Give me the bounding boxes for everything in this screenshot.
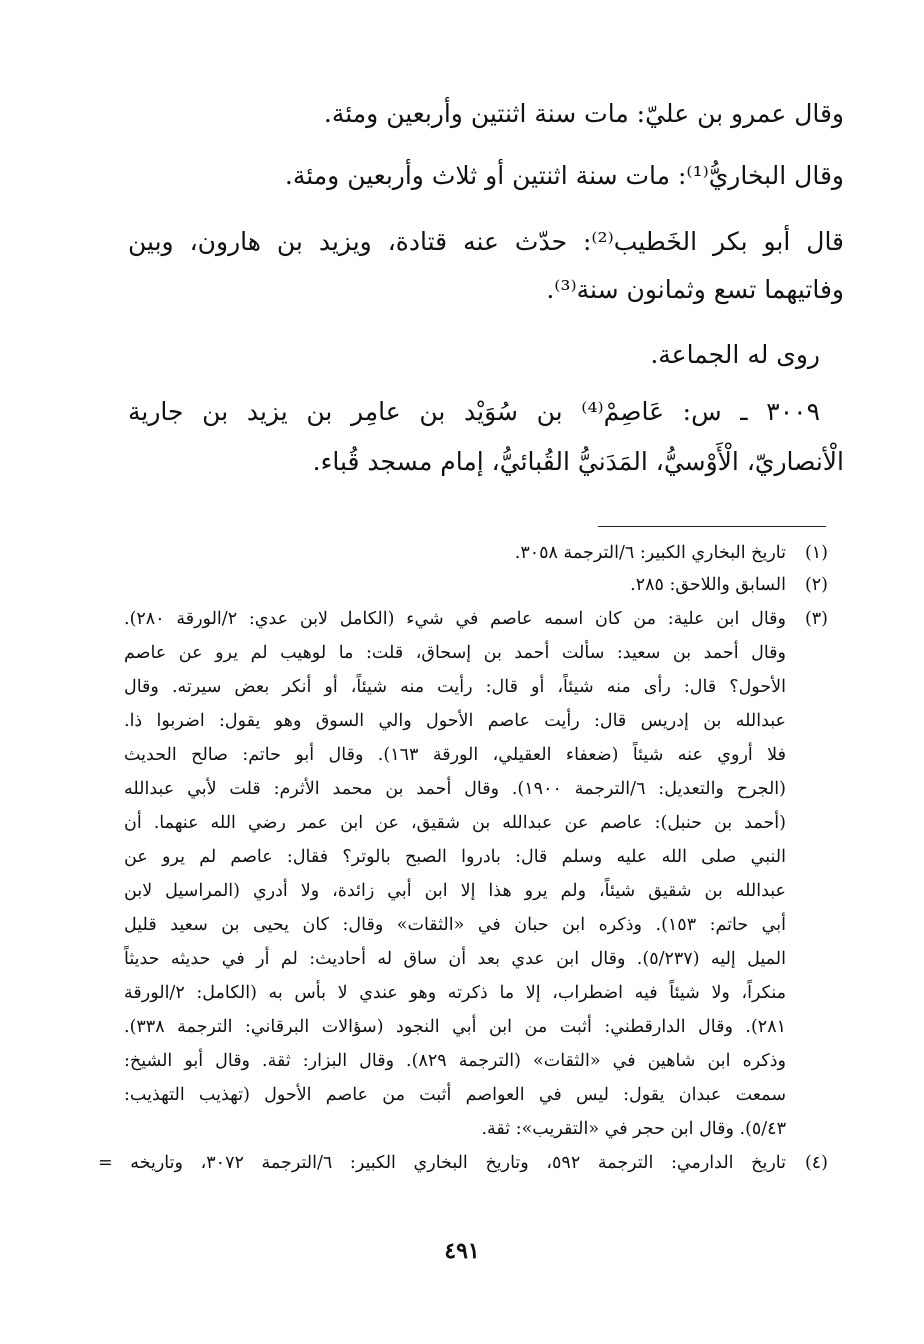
page-number: ٤٩١ bbox=[444, 1238, 480, 1264]
footnote-3-number: (٣) bbox=[804, 609, 828, 629]
footnote-3-line: ٥/٤٣). وقال ابن حجر في «التقريب»: ثقة. bbox=[481, 1119, 786, 1139]
footnote-3-line: (الجرح والتعديل: ٦/الترجمة ١٩٠٠). وقال أحمد بن محمد الأثرم: قلت لأبي عبدالله bbox=[124, 779, 786, 799]
footnote-4-text: تاريخ الدارمي: الترجمة ٥٩٢، وتاريخ البخاري الكبير: ٦/الترجمة ٣٠٧٢، وتاريخه = bbox=[98, 1153, 786, 1173]
footnote-1-number: (١) bbox=[804, 543, 828, 563]
main-line-5: روى له الجماعة. bbox=[650, 340, 820, 369]
footnote-3-line: النبي صلى الله عليه وسلم قال: بادروا الصبح بالوتر؟ فقال: عاصم لم يرو عن bbox=[124, 847, 786, 867]
footnote-3-line: وذكره ابن شاهين في «الثقات» (الترجمة ٨٢٩). وقال البزار: ثقة. وقال أبو الشيخ: bbox=[124, 1051, 786, 1071]
main-line-1: وقال عمرو بن عليّ: مات سنة اثنتين وأربعين ومئة. bbox=[323, 99, 844, 128]
footnote-3-line: وقال ابن علية: من كان اسمه عاصم في شيء (الكامل لابن عدي: ٢/الورقة ٢٨٠). bbox=[124, 609, 786, 629]
footnote-3-line: عبدالله بن شقيق شيئاً، ولم يرو هذا إلا ابن أبي زائدة، ولا أدري (المراسيل لابن bbox=[124, 881, 786, 901]
main-line-7: الْأنصاريّ، الْأَوْسيُّ، المَدَنيُّ القُبائيُّ، إمام مسجد قُباء. bbox=[312, 447, 844, 476]
main-line-2: وقال البخاريُّ⁽¹⁾: مات سنة اثنتين أو ثلاث وأربعين ومئة. bbox=[284, 161, 844, 190]
footnote-3-line: الميل إليه (٥/٢٣٧). وقال ابن عدي بعد أن ساق له أحاديث: لم أر في حديثه حديثاً bbox=[124, 949, 786, 969]
footnote-3-line: منكراً، ولا شيئاً فيه اضطراب، إلا ما ذكرته وهو عندي لا بأس به (الكامل: ٢/الورقة bbox=[124, 983, 786, 1003]
footnote-2-text: السابق واللاحق: ٢٨٥. bbox=[630, 575, 786, 595]
footnote-3-line: أبي حاتم: ١٥٣). وذكره ابن حبان في «الثقات» وقال: كان يحيى بن سعيد قليل bbox=[124, 915, 786, 935]
main-line-6: ٣٠٠٩ ـ س: عَاصِمْ⁽⁴⁾ بن سُوَيْد بن عامِر بن يزيد بن جارية bbox=[128, 397, 820, 426]
footnote-3-line: ٢٨١). وقال الدارقطني: أثبت من ابن أبي النجود (سؤالات البرقاني: الترجمة ٣٣٨). bbox=[124, 1017, 786, 1037]
footnote-3-line: عبدالله بن إدريس قال: رأيت عاصم الأحول والي السوق وهو يقول: اضربوا ذا. bbox=[124, 711, 786, 731]
footnote-1-text: تاريخ البخاري الكبير: ٦/الترجمة ٣٠٥٨. bbox=[514, 543, 786, 563]
footnote-3-line: الأحول؟ قال: رأى منه شيئاً، أو قال: رأيت منه شيئاً، أو أنكر بعض سيرته. وقال bbox=[124, 677, 786, 697]
footnote-4-number: (٤) bbox=[804, 1153, 828, 1173]
main-line-4: وفاتيهما تسع وثمانون سنة⁽³⁾. bbox=[546, 275, 844, 304]
footnote-2-number: (٢) bbox=[804, 575, 828, 595]
footnote-3-line: وقال أحمد بن سعيد: سألت أحمد بن إسحاق، قلت: ما لوهيب لم يرو عن عاصم bbox=[124, 643, 786, 663]
footnote-3-line: (أحمد بن حنبل): عاصم عن عبدالله بن شقيق، عن ابن عمر رضي الله عنهما. أن bbox=[124, 813, 786, 833]
main-line-3: قال أبو بكر الخَطيب⁽²⁾: حدّث عنه قتادة، ويزيد بن هارون، وبين bbox=[128, 227, 845, 256]
footnote-3-line: سمعت عبدان يقول: ليس في العواصم أثبت من عاصم الأحول (تهذيب التهذيب: bbox=[124, 1085, 786, 1105]
footnote-3-line: فلا أروي عنه شيئاً (ضعفاء العقيلي، الورقة ١٦٣). وقال أبو حاتم: صالح الحديث bbox=[124, 745, 786, 765]
footnote-separator bbox=[598, 526, 826, 527]
